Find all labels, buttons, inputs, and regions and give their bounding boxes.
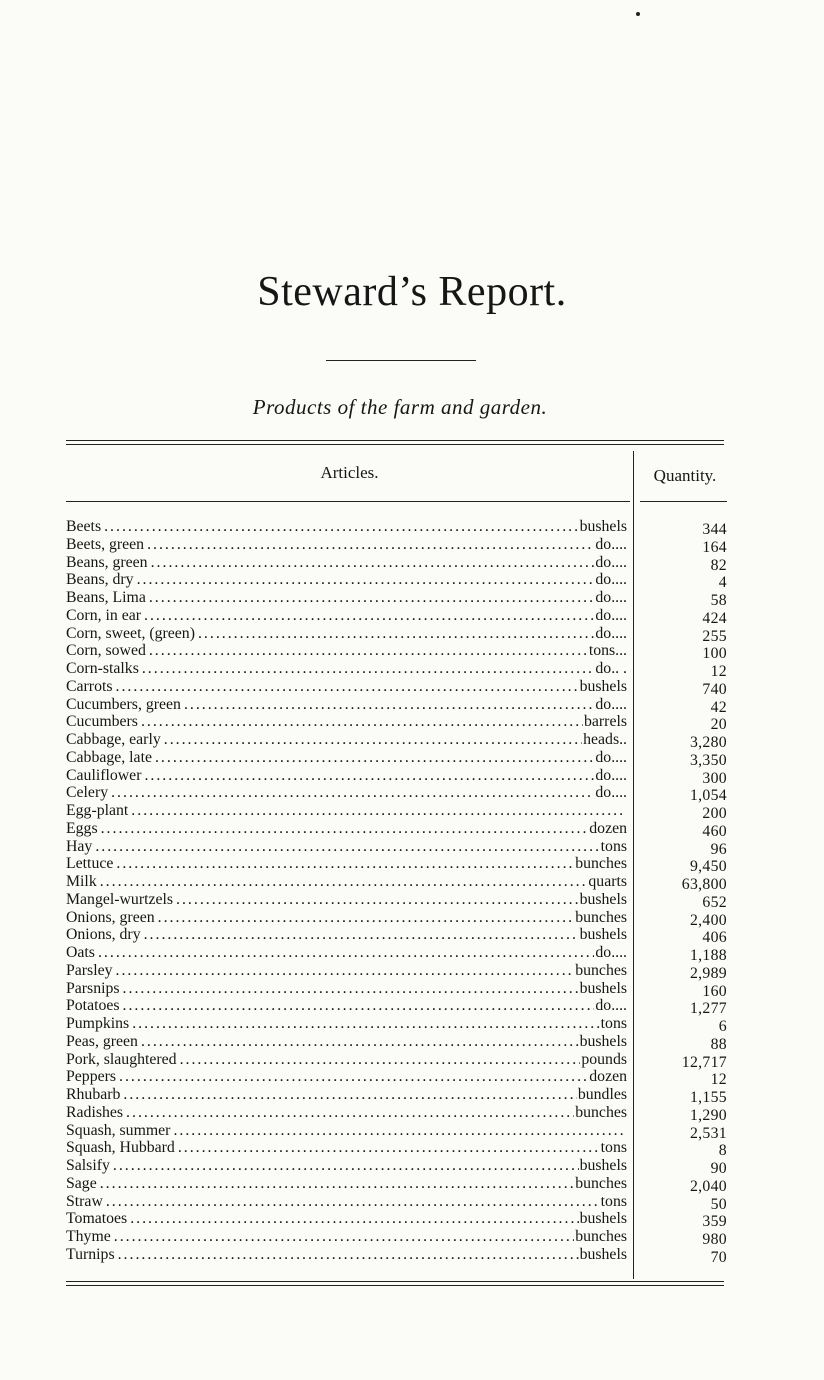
article-cell [66, 767, 627, 785]
table-row [66, 1175, 737, 1193]
table-row [66, 784, 737, 805]
dot-leader [123, 980, 579, 998]
article-cell [66, 997, 627, 1015]
article-unit: tons [600, 837, 627, 855]
article-unit: do.... [595, 695, 627, 713]
quantity-cell: 160 [702, 982, 727, 1000]
dot-leader [144, 767, 594, 785]
article-unit: barrels [584, 713, 627, 731]
article-name: Corn, sowed [66, 642, 146, 660]
quantity-cell: 255 [702, 627, 727, 645]
article-cell [66, 642, 627, 660]
article-unit: bunches [575, 1228, 627, 1245]
quantity-cell: 12,717 [681, 1053, 727, 1071]
table-row [66, 891, 737, 909]
table-row [66, 1104, 737, 1122]
quantity-cell: 6 [718, 1018, 727, 1035]
article-unit: bundles [577, 1086, 627, 1103]
article-cell [66, 1210, 627, 1228]
article-cell [66, 944, 627, 962]
table-row [66, 536, 737, 554]
article-cell [66, 784, 627, 802]
article-name: Milk [66, 873, 97, 890]
article-unit: bushels [579, 1032, 627, 1050]
article-name: Lettuce [66, 855, 114, 873]
article-name: Onions, green [66, 908, 155, 926]
table-row [66, 909, 737, 927]
table-caption: Products of the farm and garden. [252, 395, 548, 419]
quantity-cell: 300 [702, 769, 727, 787]
table-row [66, 1068, 737, 1089]
article-name: Peas, green [66, 1032, 138, 1050]
article-name: Cucumbers [66, 713, 138, 731]
article-name: Squash, summer [66, 1121, 171, 1139]
quantity-cell: 164 [702, 538, 727, 556]
dot-leader [131, 802, 626, 820]
article-name: Beans, green [66, 553, 148, 571]
article-name: Squash, Hubbard [66, 1139, 175, 1157]
article-name: Beets [66, 518, 102, 535]
quantity-cell: 1,277 [689, 1000, 727, 1018]
article-cell [66, 1104, 627, 1122]
quantity-cell: 359 [702, 1213, 727, 1231]
article-cell [66, 891, 627, 909]
table-row [66, 1157, 737, 1175]
article-unit: pounds [581, 1050, 627, 1068]
article-unit: bushels [579, 926, 627, 944]
article-unit: bushels [579, 518, 627, 535]
article-cell [66, 873, 627, 891]
page-title: Steward’s Report. [257, 269, 567, 315]
article-name: Eggs [66, 819, 98, 837]
dot-leader [173, 1122, 626, 1140]
article-unit: do.... [595, 748, 627, 766]
article-cell [66, 855, 627, 873]
article-unit: do.... [595, 553, 627, 571]
article-name: Tomatoes [66, 1210, 128, 1228]
dot-leader [158, 909, 575, 927]
quantity-cell: 3,280 [689, 734, 727, 751]
article-name: Pork, slaughtered [66, 1050, 177, 1068]
article-cell [66, 1086, 627, 1104]
quantity-cell: 63,800 [681, 876, 727, 893]
article-unit: dozen [589, 1068, 627, 1086]
quantity-cell: 740 [702, 680, 727, 698]
article-name: Cabbage, late [66, 748, 152, 766]
article-name: Mangel-wurtzels [66, 890, 174, 908]
article-unit: bushels [579, 1210, 627, 1228]
quantity-cell: 3,350 [689, 751, 727, 769]
article-cell [66, 838, 627, 856]
dot-leader [141, 713, 583, 731]
quantity-cell: 96 [710, 840, 727, 858]
article-cell [66, 589, 627, 607]
article-unit: quarts [588, 873, 627, 890]
table-top-rule [66, 440, 724, 445]
table-bottom-rule [66, 1281, 724, 1286]
article-cell [66, 926, 627, 944]
article-cell [66, 518, 627, 536]
article-cell [66, 1175, 627, 1193]
article-unit: do.... [595, 784, 627, 802]
article-cell [66, 1015, 627, 1033]
quantity-cell: 8 [718, 1142, 727, 1160]
quantity-cell: 1,054 [689, 787, 727, 805]
dot-leader [114, 1228, 574, 1246]
dot-leader [144, 607, 594, 625]
article-unit: bushels [579, 1157, 627, 1174]
article-unit: do.... [595, 571, 627, 589]
quantity-cell: 1,155 [689, 1089, 727, 1106]
table-row [66, 873, 737, 891]
article-unit: bunches [575, 855, 627, 873]
article-name: Carrots [66, 677, 113, 695]
column-header-quantity: Quantity. [653, 466, 717, 485]
quantity-cell: 200 [702, 805, 727, 822]
quantity-cell: 4 [718, 574, 727, 592]
article-cell [66, 1139, 627, 1157]
dot-leader [147, 536, 594, 554]
table-row [66, 944, 737, 962]
article-cell [66, 571, 627, 589]
article-unit: do.... [595, 944, 627, 961]
table-row [66, 518, 737, 536]
dot-leader [118, 1246, 579, 1264]
table-row [66, 962, 737, 980]
dot-leader [100, 873, 588, 891]
article-cell [66, 909, 627, 927]
article-cell [66, 1033, 627, 1051]
quantity-cell: 70 [710, 1248, 727, 1266]
column-header-articles: Articles. [320, 463, 379, 482]
dot-leader [126, 1104, 574, 1122]
dot-leader [151, 554, 595, 572]
article-name: Peppers [66, 1068, 117, 1086]
article-cell [66, 1122, 627, 1140]
table-row [66, 1228, 737, 1246]
dot-leader [104, 518, 578, 536]
table-row [66, 731, 737, 749]
article-name: Radishes [66, 1103, 124, 1121]
quantity-cell: 344 [702, 521, 727, 538]
dot-leader [106, 1193, 600, 1211]
table-row [66, 696, 737, 714]
article-name: Corn, in ear [66, 606, 142, 624]
quantity-cell: 652 [702, 893, 727, 911]
print-speck [636, 12, 640, 16]
quantity-cell: 82 [710, 556, 727, 574]
dot-leader [119, 1068, 588, 1086]
article-unit: bunches [575, 1103, 627, 1121]
article-unit: tons [600, 1139, 627, 1157]
article-name: Beans, dry [66, 571, 134, 589]
header-rule-articles [66, 501, 630, 502]
article-name: Parsley [66, 961, 113, 979]
article-cell [66, 820, 627, 838]
dot-leader [137, 571, 595, 589]
quantity-cell: 2,040 [689, 1177, 727, 1195]
dot-leader [198, 625, 594, 643]
article-unit: do.. . [595, 660, 627, 677]
dot-leader [149, 589, 595, 607]
dot-leader [144, 926, 579, 944]
article-unit: do.... [595, 624, 627, 642]
article-name: Cucumbers, green [66, 695, 181, 713]
table-row [66, 713, 737, 734]
table-row [66, 1015, 737, 1033]
table-row [66, 749, 737, 767]
quantity-cell: 406 [702, 929, 727, 947]
quantity-cell: 2,989 [689, 964, 727, 982]
article-name: Straw [66, 1192, 103, 1210]
article-name: Thyme [66, 1228, 111, 1245]
table-row [66, 838, 737, 856]
article-cell [66, 1051, 627, 1069]
table-row [66, 820, 737, 838]
article-unit: bushels [579, 890, 627, 908]
table-row [66, 1139, 737, 1160]
quantity-cell: 460 [702, 822, 727, 840]
quantity-cell: 42 [710, 698, 727, 716]
article-cell [66, 607, 627, 625]
dot-leader [132, 1015, 599, 1033]
article-name: Sage [66, 1174, 97, 1192]
article-name: Hay [66, 837, 93, 855]
dot-leader [184, 696, 594, 714]
article-unit: tons... [588, 642, 627, 660]
quantity-cell: 12 [710, 663, 727, 680]
article-unit: tons [600, 1015, 627, 1032]
dot-leader [113, 1157, 579, 1175]
dot-leader [101, 820, 589, 838]
quantity-cell: 20 [710, 716, 727, 734]
article-name: Pumpkins [66, 1015, 130, 1032]
article-cell [66, 1228, 627, 1246]
article-name: Celery [66, 784, 109, 802]
article-cell [66, 678, 627, 696]
table-row [66, 571, 737, 592]
quantity-cell: 9,450 [689, 858, 727, 876]
article-unit: do.... [595, 535, 627, 553]
article-unit: tons [600, 1192, 627, 1210]
dot-leader [98, 944, 594, 962]
article-unit: dozen [589, 819, 627, 837]
table-row [66, 1033, 737, 1051]
article-unit: bushels [579, 677, 627, 695]
table-row [66, 1122, 737, 1140]
table-row [66, 1193, 737, 1211]
table-row [66, 625, 737, 643]
dot-leader [116, 962, 575, 980]
article-unit: do.... [595, 589, 627, 606]
article-name: Corn, sweet, (green) [66, 624, 195, 642]
article-unit: bunches [575, 908, 627, 926]
dot-leader [176, 891, 579, 909]
article-name: Rhubarb [66, 1086, 121, 1103]
article-cell [66, 962, 627, 980]
quantity-cell: 100 [702, 645, 727, 663]
article-cell [66, 536, 627, 554]
article-unit: do.... [595, 997, 627, 1015]
article-name: Corn-stalks [66, 660, 139, 677]
table-row [66, 997, 737, 1018]
article-unit: bunches [575, 1174, 627, 1192]
article-cell [66, 1157, 627, 1175]
article-unit: do.... [595, 606, 627, 624]
article-name: Egg-plant [66, 802, 129, 819]
table-row [66, 1210, 737, 1231]
quantity-cell: 980 [702, 1231, 727, 1248]
article-cell [66, 660, 627, 678]
article-name: Parsnips [66, 979, 120, 997]
article-name: Salsify [66, 1157, 110, 1174]
article-cell [66, 554, 627, 572]
article-cell [66, 696, 627, 714]
table-row [66, 554, 737, 572]
table-row [66, 1051, 737, 1069]
dot-leader [116, 678, 579, 696]
article-name: Cauliflower [66, 766, 142, 784]
article-cell [66, 731, 627, 749]
table-row [66, 642, 737, 663]
article-cell [66, 749, 627, 767]
table-row [66, 589, 737, 607]
table-row [66, 1246, 737, 1264]
dot-leader [149, 642, 588, 660]
dot-leader [100, 1175, 575, 1193]
article-unit: heads.. [583, 731, 627, 748]
table-row [66, 802, 737, 820]
dot-leader [95, 838, 599, 856]
quantity-cell: 12 [710, 1071, 727, 1089]
article-unit: bushels [579, 1245, 627, 1263]
article-cell [66, 802, 627, 820]
quantity-cell: 1,290 [689, 1106, 727, 1124]
dot-leader [178, 1139, 600, 1157]
quantity-cell: 88 [710, 1035, 727, 1053]
quantity-cell: 50 [710, 1195, 727, 1213]
table-row [66, 855, 737, 876]
quantity-cell: 1,188 [689, 947, 727, 964]
dot-leader [155, 749, 594, 767]
quantity-cell: 424 [702, 609, 727, 627]
table-row [66, 607, 737, 625]
dot-leader [123, 1086, 576, 1104]
dot-leader [164, 731, 582, 749]
dot-leader [141, 1033, 579, 1051]
article-cell [66, 713, 627, 731]
article-name: Turnips [66, 1245, 115, 1263]
quantity-cell: 58 [710, 592, 727, 609]
dot-leader [180, 1051, 581, 1069]
article-unit: bunches [575, 961, 627, 979]
table-row [66, 678, 737, 696]
dot-leader [123, 997, 595, 1015]
table-body [66, 518, 737, 1264]
table-row [66, 980, 737, 998]
table-row [66, 1086, 737, 1104]
article-name: Oats [66, 944, 95, 961]
dot-leader [142, 660, 595, 678]
article-unit: bushels [579, 979, 627, 997]
table-row [66, 926, 737, 947]
quantity-cell: 90 [710, 1160, 727, 1177]
header-rule-quantity [640, 501, 727, 502]
dot-leader [111, 784, 594, 802]
article-cell [66, 625, 627, 643]
dot-leader [116, 855, 574, 873]
quantity-cell: 2,400 [689, 911, 727, 929]
article-cell [66, 980, 627, 998]
article-name: Beets, green [66, 535, 145, 553]
article-name: Cabbage, early [66, 731, 161, 748]
article-name: Beans, Lima [66, 589, 146, 606]
quantity-cell: 2,531 [689, 1124, 727, 1142]
article-cell [66, 1193, 627, 1211]
table-row [66, 767, 737, 785]
article-name: Onions, dry [66, 926, 141, 944]
article-unit: do.... [595, 766, 627, 784]
dot-leader [130, 1210, 578, 1228]
title-divider [326, 360, 476, 361]
table-row [66, 660, 737, 678]
article-cell [66, 1068, 627, 1086]
article-cell [66, 1246, 627, 1264]
article-name: Potatoes [66, 997, 120, 1015]
